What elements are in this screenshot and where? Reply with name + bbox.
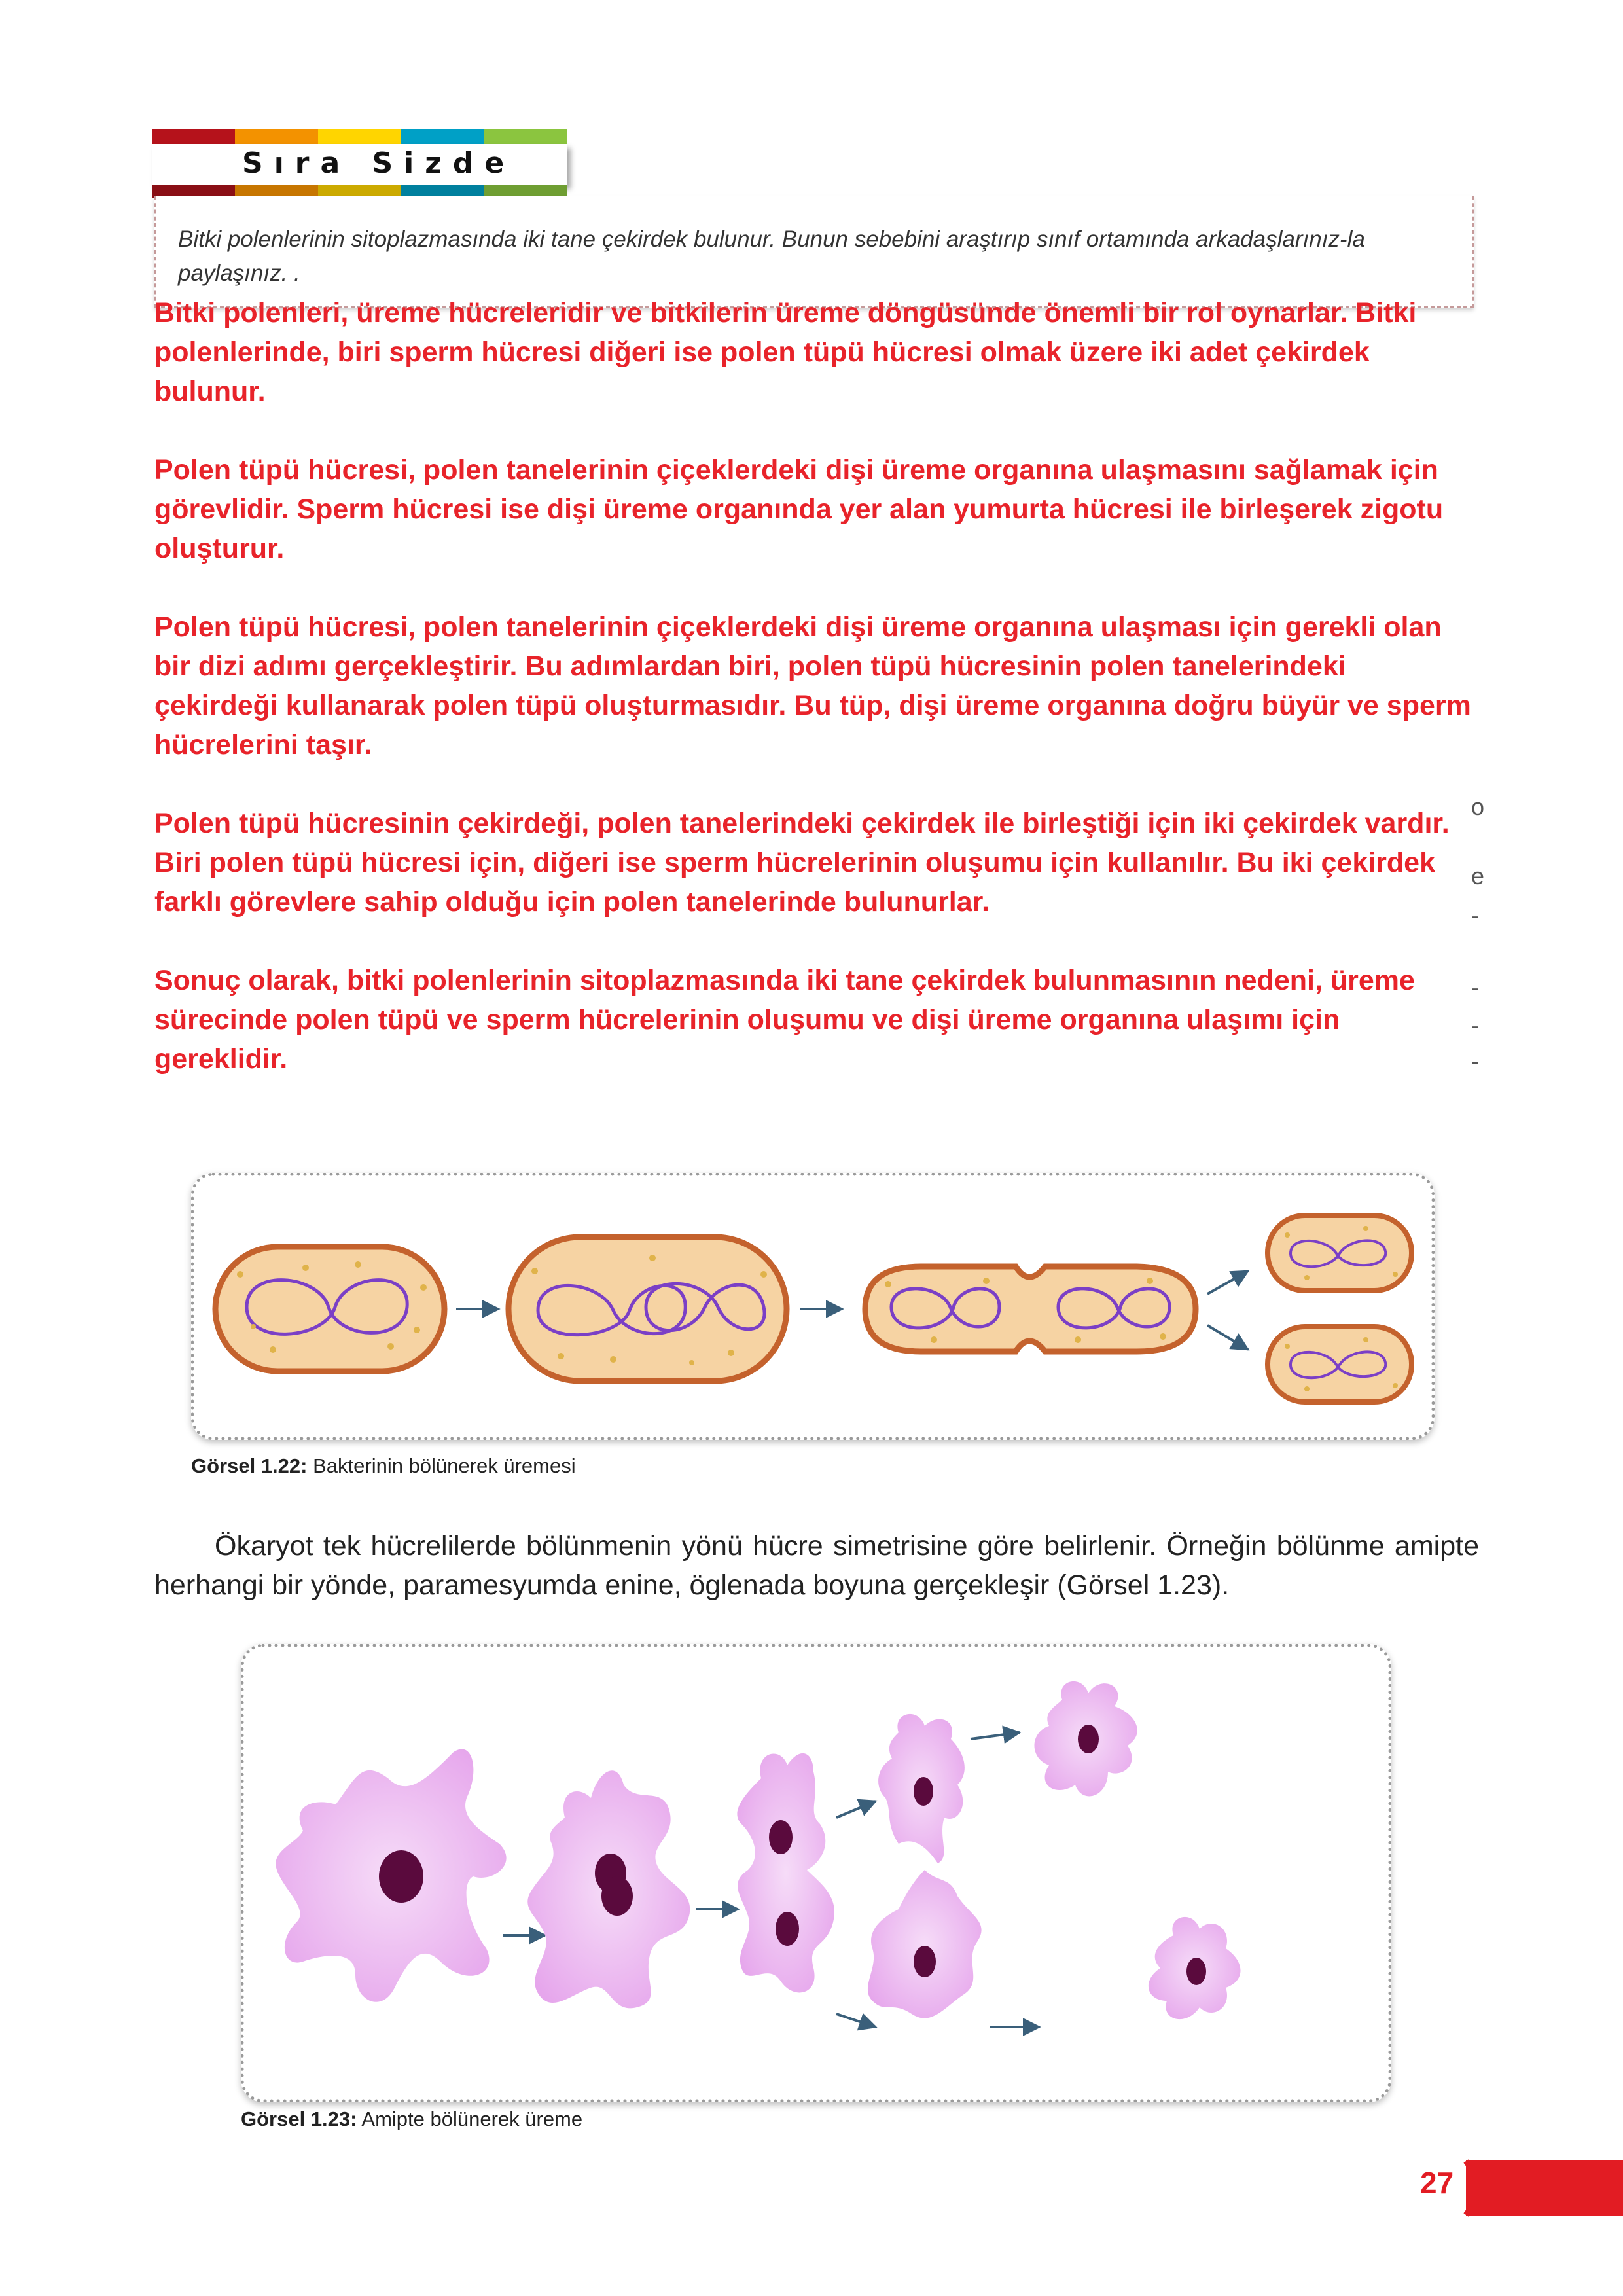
answer-paragraph: Polen tüpü hücresi, polen tanelerinin çiçeklerdeki dişi üreme organına ulaşması için gerekli olan bir dizi adımı gerçekleştirir. Bu adımlardan biri, polen tüpü hücresinin polen tanelerindeki çekirdeği kullanarak polen tüpü oluşturmasıdır. Bu tüp, dişi üreme organına doğru büyür ve sperm hücrelerini taşır. <box>154 611 1471 761</box>
bacterium-cell <box>508 1237 787 1381</box>
prompt-text: Bitki polenlerinin sitoplazmasında iki tane çekirdek bulunur. Bunun sebebini araştırıp sınıf ortamında arkadaşlarınız-la paylaşınız. . <box>178 226 1365 286</box>
answer-block <box>154 293 1476 1118</box>
answer-paragraph: Polen tüpü hücresinin çekirdeği, polen tanelerindeki çekirdek ile birleştiği için iki çekirdek vardır. Biri polen tüpü hücresi için, diğeri ise sperm hücrelerinin oluşumu için kullanılır. Bu iki çekirdek farklı görevlere sahip olduğu için polen tanelerinde bulunurlar. <box>154 808 1450 918</box>
amoeba-cell <box>527 1770 690 2008</box>
amoeba-division-illustration <box>244 1647 1388 2099</box>
edge-fragment: o <box>1471 793 1485 820</box>
edge-fragment: - <box>1471 974 1479 1001</box>
bacteria-division-illustration <box>194 1176 1431 1437</box>
figure-1-23-frame <box>241 1644 1391 2102</box>
color-stripe-top <box>152 129 567 144</box>
edge-fragment: - <box>1471 1012 1479 1039</box>
answer-paragraph: Sonuç olarak, bitki polenlerinin sitoplazmasında iki tane çekirdek bulunmasının nedeni, üreme sürecinde polen tüpü ve sperm hücrelerinin oluşumu ve dişi üreme organına ulaşımı için gereklidir. <box>154 965 1415 1075</box>
bacterium-cell <box>215 1247 444 1371</box>
bacterium-cell-dividing <box>865 1266 1196 1352</box>
amoeba-daughter-cell <box>1149 1917 1241 2019</box>
page-number: 27 <box>1420 2166 1454 2200</box>
bacterium-daughter-cell <box>1268 1215 1412 1291</box>
sira-sizde-title: Sıra Sizde <box>242 147 516 180</box>
bacterium-daughter-cell <box>1268 1327 1412 1402</box>
body-paragraph: Ökaryot tek hücrelilerde bölünmenin yönü hücre simetrisine göre belirlenir. Örneğin bölünme amipte herhangi bir yönde, paramesyumda enine, öglenada boyuna gerçekleşir (Görsel 1.23). <box>154 1530 1479 1601</box>
answer-paragraph: Bitki polenleri, üreme hücreleridir ve bitkilerin üreme döngüsünde önemli bir rol oynarlar. Bitki polenlerinde, biri sperm hücresi diğeri ise polen tüpü hücresi olmak üzere iki adet çekirdek bulunur. <box>154 297 1417 407</box>
amoeba-cell <box>276 1749 506 2001</box>
figure-1-22-caption: Görsel 1.22: Bakterinin bölünerek üremesi <box>191 1454 576 1477</box>
page-tab <box>1466 2160 1623 2216</box>
amoeba-cell-separating <box>868 1714 982 2018</box>
amoeba-cell-dividing <box>737 1753 834 1993</box>
edge-fragment: - <box>1471 1047 1479 1074</box>
edge-fragment: - <box>1471 902 1479 929</box>
edge-fragment: e <box>1471 863 1485 889</box>
figure-1-22-frame <box>191 1173 1435 1440</box>
answer-paragraph: Polen tüpü hücresi, polen tanelerinin çiçeklerdeki dişi üreme organına ulaşmasını sağlamak için görevlidir. Sperm hücresi ise dişi üreme organında yer alan yumurta hücresi ile birleşerek zigotu oluşturur. <box>154 454 1444 564</box>
figure-1-23-caption: Görsel 1.23: Amipte bölünerek üreme <box>241 2108 583 2130</box>
amoeba-daughter-cell <box>1035 1681 1137 1797</box>
